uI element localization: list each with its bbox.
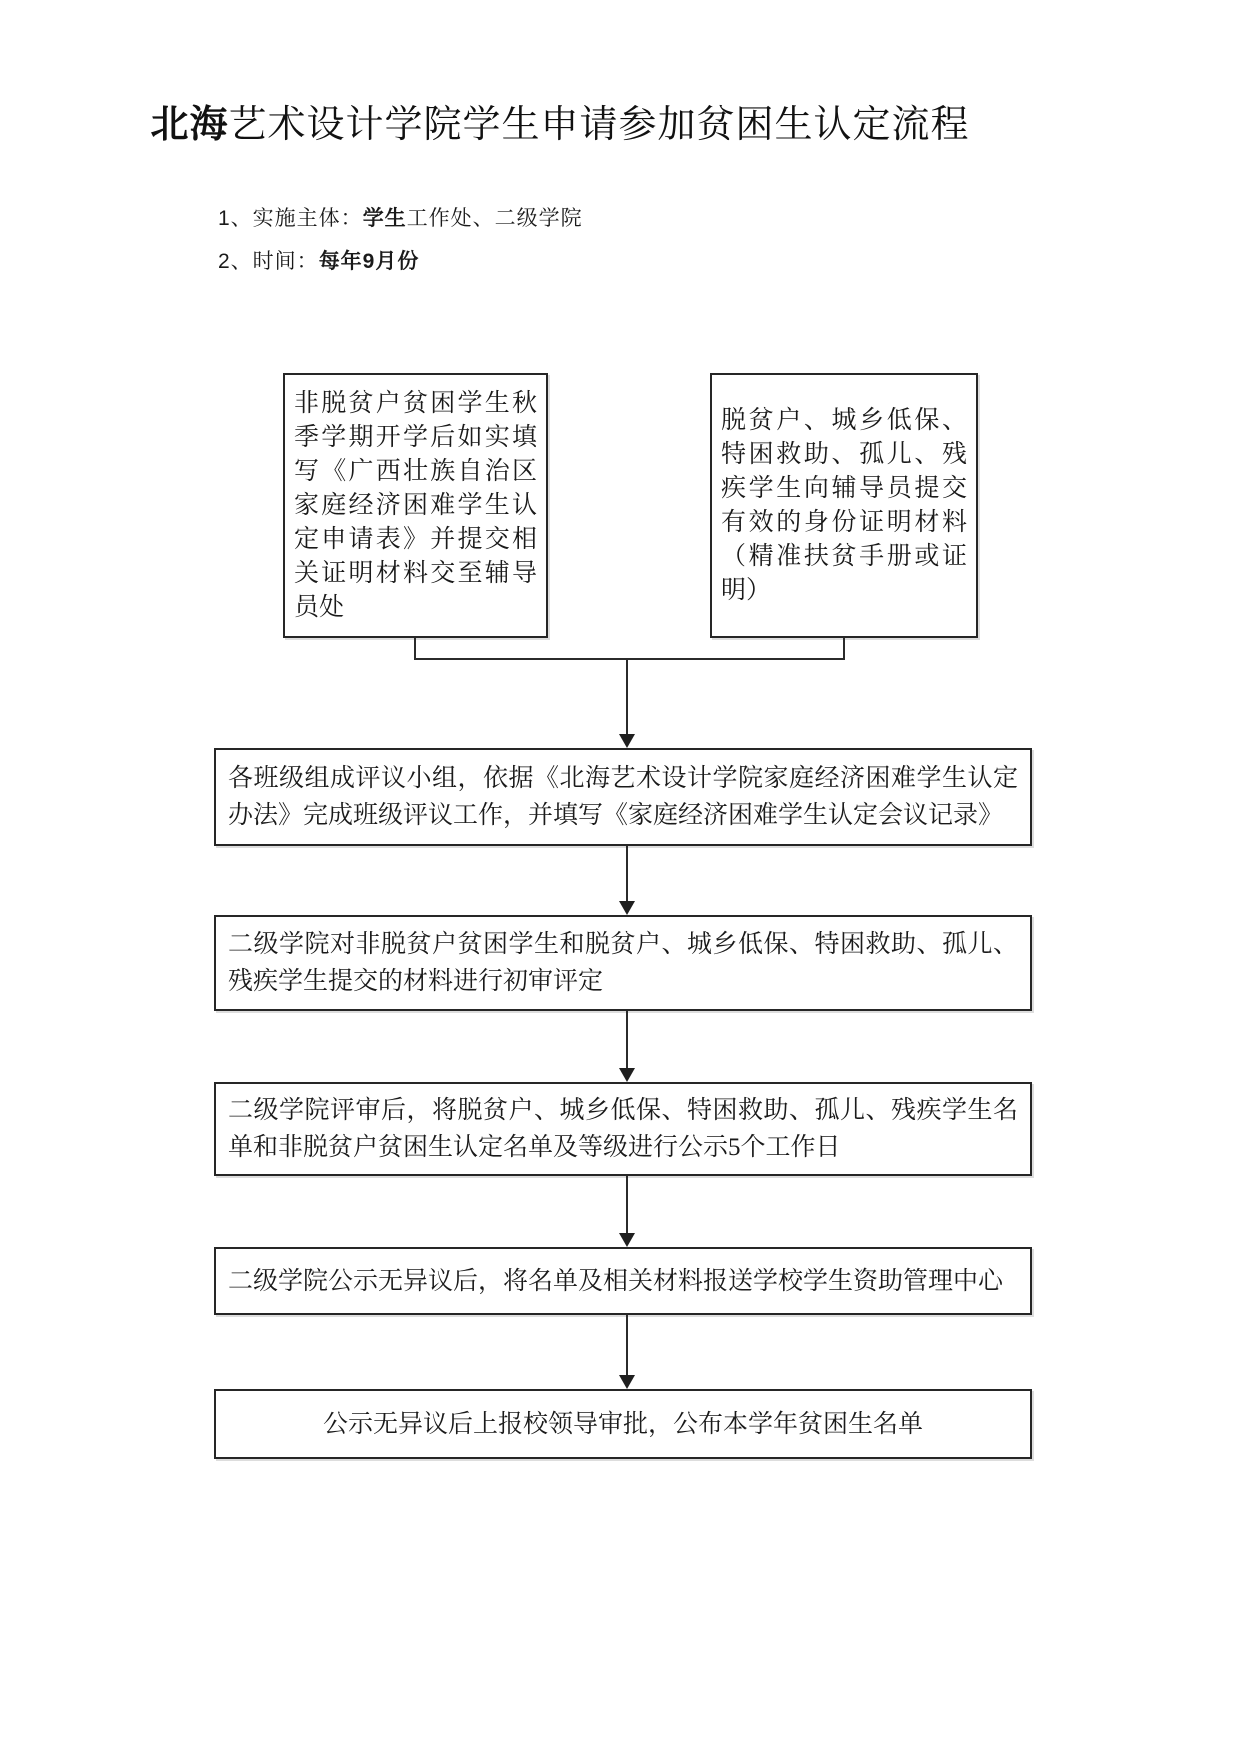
flow-box-publicity-5-working-days xyxy=(214,1082,1032,1176)
flow-box-text: 二级学院公示无异议后，将名单及相关材料报送学校学生资助管理中心 xyxy=(228,1267,1004,1295)
flow-box-text: 二级学院对非脱贫户贫困学生和脱贫户、城乡低保、特困救助、孤儿、残疾学生提交的材料进行初审评定 xyxy=(228,931,1018,995)
flow-box-poverty-relief-households xyxy=(710,373,978,638)
flow-arrow-head-1 xyxy=(619,901,635,915)
note-1-prefix: 1、实施主体： xyxy=(218,207,363,230)
flow-box-class-review-group xyxy=(214,748,1032,846)
flow-box-text: 二级学院评审后，将脱贫户、城乡低保、特困救助、孤儿、残疾学生名单和非脱贫户贫困生认定名单及等级进行公示5个工作日 xyxy=(228,1097,1018,1161)
connector-right-stub xyxy=(843,638,845,660)
flow-box-final-approval-announcement xyxy=(214,1389,1032,1459)
flow-box-text: 脱贫户、城乡低保、特困救助、孤儿、残疾学生向辅导员提交有效的身份证明材料（精准扶贫手册或证明） xyxy=(721,406,967,604)
note-implementing-body xyxy=(218,205,583,233)
connector-left-stub xyxy=(414,638,416,660)
page-title-bold-part: 北海 xyxy=(150,104,229,146)
flow-arrow-head-3 xyxy=(619,1233,635,1247)
flow-arrow-head-merge xyxy=(619,734,635,748)
flow-box-college-initial-review xyxy=(214,915,1032,1011)
page-title-regular-part: 艺术设计学院学生申请参加贫困生认定流程 xyxy=(228,104,970,146)
flow-arrow-line-3 xyxy=(626,1176,628,1233)
note-2-bold: 每年9月份 xyxy=(318,250,420,273)
flow-box-text: 公示无异议后上报校领导审批，公布本学年贫困生名单 xyxy=(322,1410,923,1438)
note-1-bold: 学生 xyxy=(362,207,407,230)
flow-arrow-line-merge xyxy=(626,658,628,734)
flow-arrow-head-4 xyxy=(619,1375,635,1389)
note-1-suffix: 工作处、二级学院 xyxy=(406,207,583,230)
flow-arrow-head-2 xyxy=(619,1068,635,1082)
note-time xyxy=(218,248,419,276)
flow-box-non-poverty-household-students xyxy=(283,373,548,638)
flow-box-text: 非脱贫户贫困学生秋季学期开学后如实填写《广西壮族自治区家庭经济困难学生认定申请表》并提交相关证明材料交至辅导员处 xyxy=(294,389,537,621)
connector-merge-line xyxy=(414,658,845,660)
flow-box-text: 各班级组成评议小组，依据《北海艺术设计学院家庭经济困难学生认定办法》完成班级评议工作，并填写《家庭经济困难学生认定会议记录》 xyxy=(228,765,1018,829)
flow-arrow-line-1 xyxy=(626,846,628,901)
note-2-prefix: 2、时间： xyxy=(218,250,319,273)
flow-arrow-line-2 xyxy=(626,1011,628,1068)
page-title xyxy=(0,100,1120,150)
flow-box-submit-to-aid-center xyxy=(214,1247,1032,1315)
flow-arrow-line-4 xyxy=(626,1315,628,1375)
